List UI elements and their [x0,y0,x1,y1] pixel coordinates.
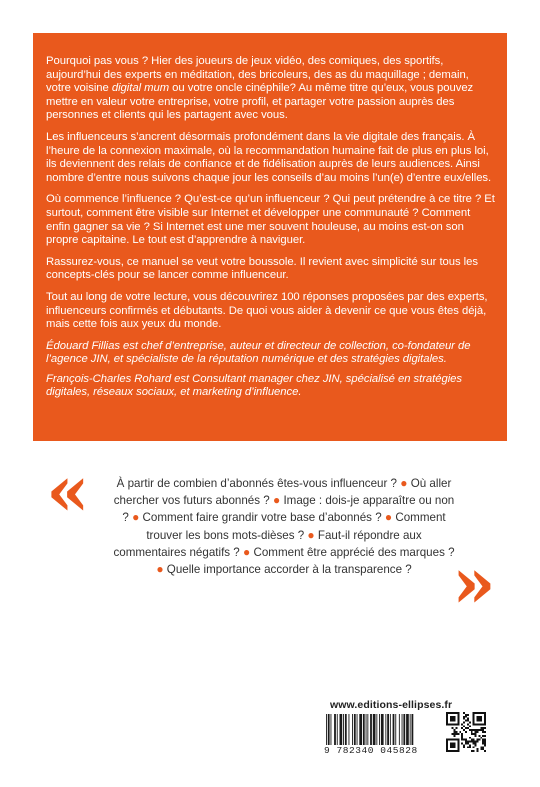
close-quote-icon: » [452,541,496,624]
question-item: Faut-il répondre aux commentaires négatifs ? [113,528,422,559]
blurb-paragraph-3: Où commence l’influence ? Qu’est-ce qu’un influenceur ? Qui peut prétendre à ce titre ? Et surtout, comment être visible sur Internet et développer une communauté ? Comment enfin gagner sa vie ? Si Internet est une mer souvent houleuse, au moins est-on son propre capitaine. Le tout est d’apprendre à naviguer. [46,193,495,247]
bullet-icon: ● [243,544,251,559]
bullet-icon: ● [384,510,393,525]
question-item: Comment trouver les bons mots-dièses ? [146,511,446,542]
bullet-icon: ● [400,476,408,490]
questions-list [112,475,456,578]
question-item: Image : dois-je apparaître ou non ? [122,494,455,525]
question-item: Quelle importance accorder à la transparence ? [166,563,412,577]
question-item: Comment faire grandir votre base d’abonnés ? [142,511,382,525]
back-cover-blurb [33,33,507,441]
question-item: À partir de combien d’abonnés êtes-vous influenceur ? [116,477,398,490]
question-item: Comment être apprécié des marques ? [253,545,455,559]
bullet-icon: ● [272,493,281,508]
blurb-paragraph-4: Rassurez-vous, ce manuel se veut votre boussole. Il revient avec simplicité sur tous les concepts-clés pour se lancer comme influenceur. [46,255,478,282]
blurb-paragraph-5: Tout au long de votre lecture, vous découvrirez 100 réponses proposées par des experts, influenceurs confirmés et débutants. De quoi vous aider à devenir ce que vous êtes déjà, mais cette fois aux yeux du monde. [46,290,488,331]
open-quote-icon: « [46,449,90,532]
isbn-digits: 9 782340 045828 [324,745,418,756]
bullet-icon: ● [132,510,140,525]
bullet-icon: ● [156,562,164,577]
blurb-paragraph-2: Les influenceurs s’ancrent désormais profondément dans la vie digitale des français. À l’heure de la connexion maximale, où la recommandation humaine fait de plus en plus loi, ils deviennent des relais de confiance et de fidélisation auprès de leurs audiences. Ainsi nombre d’entre nous suivons chaque jour les conseils d’au moins l’un(e) d’entre eux/elles. [46,130,492,184]
question-item: Où aller chercher vos futurs abonnés ? [113,477,452,508]
blurb-paragraph-1: Pourquoi pas vous ? Hier des joueurs de jeux vidéo, des comiques, des sportifs, aujourd’hui des experts en méditation, des bricoleurs, des as du maquillage ; demain, votre voisine digital mum ou votre oncle cinéphile? Au même titre qu’eux, vous pouvez mettre en valeur votre entreprise, votre profil, et partager votre passion auprès des personnes et clients qui les partagent avec vous. [46,55,474,122]
author-bio-1: Édouard Fillias est chef d’entreprise, auteur et directeur de collection, co-fondateur de l’agence JIN, et spécialiste de la réputation numérique et des stratégies digitales. [46,339,471,366]
author-bio-2: François-Charles Rohard est Consultant manager chez JIN, spécialisé en stratégies digitales, réseaux sociaux, et marketing d’influence. [46,372,463,399]
bullet-icon: ● [307,527,315,542]
publisher-website: www.editions-ellipses.fr [330,699,453,711]
qr-code-icon [446,712,486,752]
